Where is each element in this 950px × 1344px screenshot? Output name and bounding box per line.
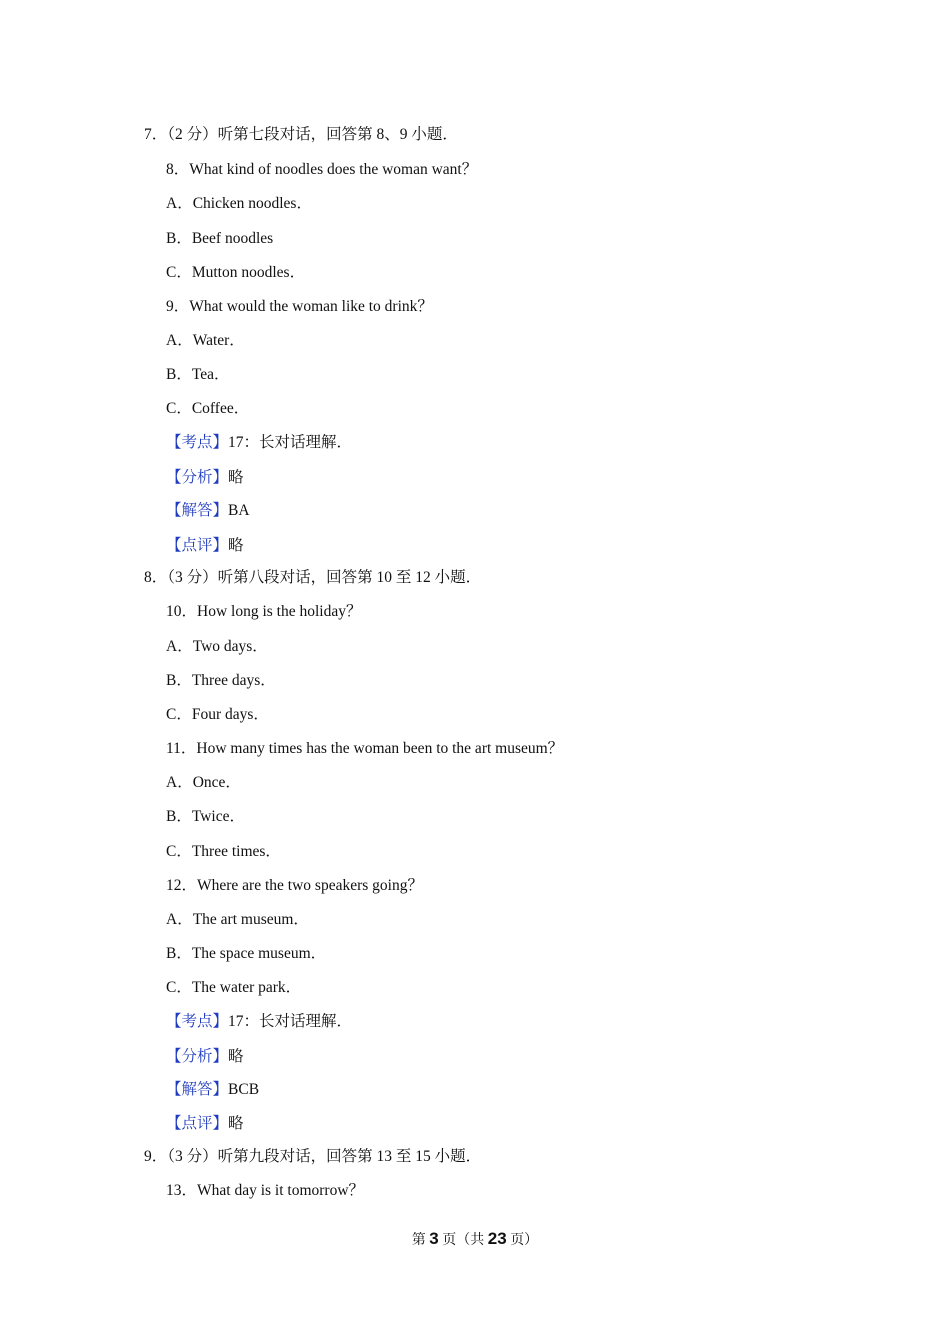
analysis-text: 略 [228, 1115, 244, 1132]
footer-prefix: 第 [411, 1233, 426, 1248]
option-a: A．The art museum． [166, 911, 309, 928]
question-7-header: 7．（2 分）听第七段对话，回答第 8、9 小题． [144, 126, 458, 143]
option-a: A．Water． [166, 332, 245, 349]
analysis-fenxi [166, 468, 244, 488]
analysis-dianping [166, 1114, 244, 1134]
analysis-dianping [166, 536, 244, 556]
option-a: A．Once． [166, 774, 241, 791]
option-b: B．Tea． [166, 366, 230, 383]
page-total: 23 [487, 1229, 507, 1248]
option-a: A．Two days． [166, 638, 268, 655]
analysis-tag: 【解答】 [166, 502, 229, 519]
analysis-jieda [166, 501, 250, 521]
option-a: A．Chicken noodles． [166, 195, 312, 212]
option-b: B．The space museum． [166, 945, 327, 962]
analysis-text: BA [228, 502, 250, 519]
question-11-stem: 11．How many times has the woman been to the art museum？ [166, 740, 564, 757]
analysis-text: 17：长对话理解． [228, 434, 353, 451]
analysis-text: 略 [228, 469, 244, 486]
option-c: C．Mutton noodles． [166, 264, 306, 281]
analysis-fenxi [166, 1047, 244, 1067]
question-8-header: 8．（3 分）听第八段对话，回答第 10 至 12 小题． [144, 569, 482, 586]
option-c: C．Four days． [166, 706, 269, 723]
analysis-text: BCB [228, 1081, 260, 1098]
option-b: B．Beef noodles [166, 230, 274, 247]
analysis-tag: 【分析】 [166, 469, 229, 486]
option-b: B．Twice． [166, 808, 245, 825]
footer-middle: 页（共 [442, 1233, 485, 1248]
question-10-stem: 10．How long is the holiday？ [166, 603, 362, 620]
question-8-stem: 8．What kind of noodles does the woman want？ [166, 161, 478, 178]
analysis-jieda [166, 1080, 259, 1100]
analysis-tag: 【点评】 [166, 1115, 229, 1132]
page-footer [0, 1229, 950, 1251]
analysis-tag: 【分析】 [166, 1048, 229, 1065]
analysis-tag: 【点评】 [166, 537, 229, 554]
analysis-tag: 【考点】 [166, 1013, 229, 1030]
option-c: C．Three times． [166, 843, 281, 860]
analysis-text: 略 [228, 1048, 244, 1065]
analysis-kaodian [166, 1012, 352, 1032]
analysis-kaodian [166, 433, 352, 453]
option-b: B．Three days． [166, 672, 276, 689]
question-13-stem: 13．What day is it tomorrow？ [166, 1182, 365, 1199]
analysis-text: 略 [228, 537, 244, 554]
question-9-stem: 9．What would the woman like to drink？ [166, 298, 433, 315]
question-12-stem: 12．Where are the two speakers going？ [166, 877, 423, 894]
analysis-tag: 【解答】 [166, 1081, 229, 1098]
option-c: C．The water park． [166, 979, 302, 996]
footer-suffix: 页） [510, 1233, 539, 1248]
option-c: C．Coffee． [166, 400, 250, 417]
page-number: 3 [429, 1229, 439, 1248]
analysis-text: 17：长对话理解． [228, 1013, 353, 1030]
analysis-tag: 【考点】 [166, 434, 229, 451]
question-9-header: 9．（3 分）听第九段对话，回答第 13 至 15 小题． [144, 1148, 482, 1165]
